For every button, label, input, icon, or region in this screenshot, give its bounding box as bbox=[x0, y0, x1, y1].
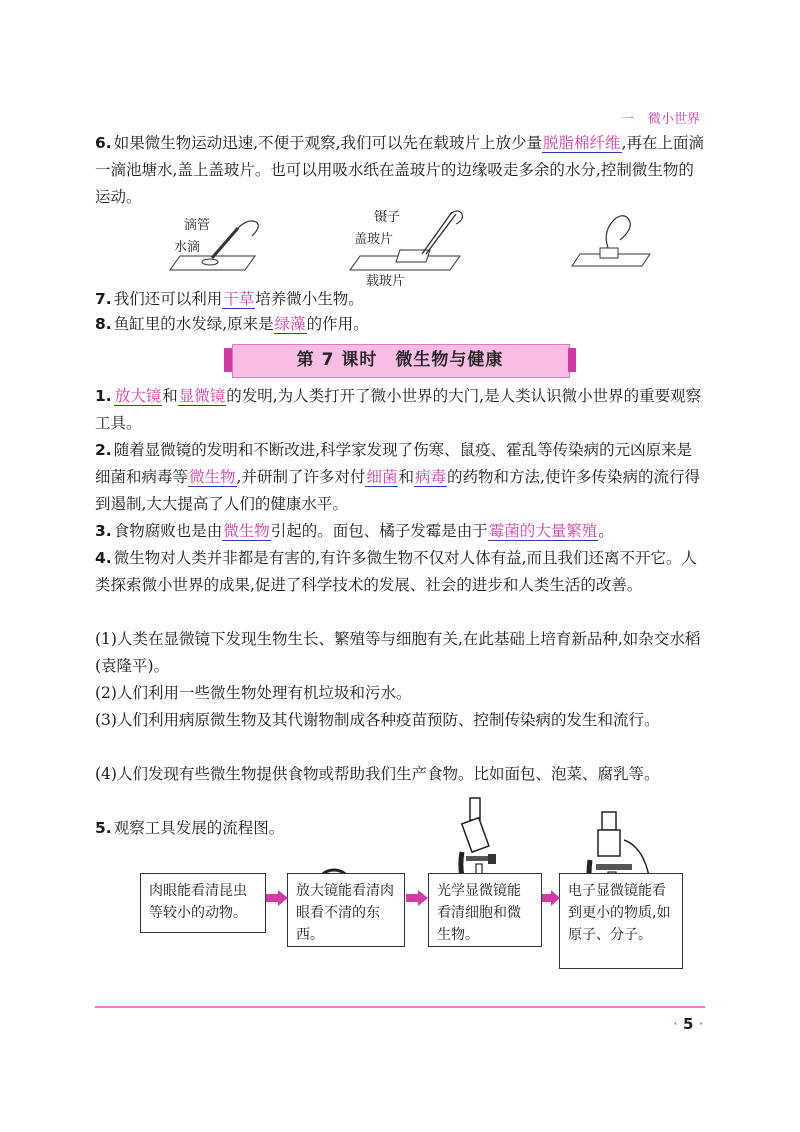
lesson-title-bar bbox=[224, 344, 576, 376]
footer-rule bbox=[95, 1006, 705, 1008]
lesson-item-1 bbox=[95, 383, 705, 437]
page-dot-left: · bbox=[673, 1015, 678, 1033]
flow-arrow-1 bbox=[266, 890, 288, 906]
lesson-item-4 bbox=[95, 545, 705, 599]
page-number-text: 5 bbox=[683, 1015, 694, 1033]
item-number: 6. bbox=[95, 134, 112, 152]
label-dropper: 滴管 bbox=[184, 218, 211, 233]
page-number bbox=[673, 1015, 703, 1033]
answer-text: 显微镜 bbox=[178, 387, 226, 405]
item-text: 。 bbox=[598, 522, 614, 540]
label-slide: 载玻片 bbox=[366, 274, 406, 289]
answer-text: 干草 bbox=[223, 290, 255, 308]
item-number: 1. bbox=[95, 387, 112, 405]
item-6 bbox=[95, 130, 705, 211]
item-number: 2. bbox=[95, 441, 112, 459]
item-7 bbox=[95, 286, 705, 313]
lesson-item-4-sub-1: (1)人类在显微镜下发现生物生长、繁殖等与细胞有关,在此基础上培育新品种,如杂交水稻(袁隆平)。 bbox=[95, 630, 701, 675]
label-water-drop: 水滴 bbox=[174, 240, 201, 255]
answer-text: 放大镜 bbox=[114, 387, 162, 405]
item-text: 和 bbox=[162, 387, 178, 405]
answer-text: 绿藻 bbox=[274, 315, 306, 333]
item-text: 的作用。 bbox=[306, 315, 369, 333]
flow-arrow-2 bbox=[406, 890, 428, 906]
item-number: 7. bbox=[95, 290, 112, 308]
item-text: 如果微生物运动迅速,不便于观察,我们可以先在载玻片上放少量 bbox=[113, 134, 543, 152]
flow-box-light-microscope: 光学显微镜能看清细胞和微生物。 bbox=[428, 873, 542, 947]
answer-text: 脱脂棉纤维 bbox=[543, 134, 621, 152]
item-text: 随着显微镜的发明和不断改进,科学家发现了伤寒、鼠疫、霍乱等传染病的元凶原来是细菌和病毒等 bbox=[95, 441, 693, 486]
lesson-item-4-sub-2: (2)人们利用一些微生物处理有机垃圾和污水。 bbox=[95, 684, 412, 702]
slide-preparation-figure bbox=[160, 206, 660, 289]
lesson-item-4-sub-4: (4)人们发现有些微生物提供食物或帮助我们生产食物。比如面包、泡菜、腐乳等。 bbox=[95, 765, 660, 783]
lesson-item-3 bbox=[95, 518, 705, 545]
flow-box-electron-microscope: 电子显微镜能看到更小的物质,如原子、分子。 bbox=[559, 873, 683, 969]
item-text: 我们还可以利用 bbox=[113, 290, 223, 308]
label-tweezers: 镊子 bbox=[374, 210, 401, 225]
item-number: 5. bbox=[95, 819, 112, 837]
item-text: 食物腐败也是由 bbox=[113, 522, 223, 540]
item-text: ,再在上面滴一滴池塘水,盖上盖玻片。也可以用吸水纸在盖玻片的边缘吸走多余的水分,控制微生物的运动。 bbox=[95, 134, 704, 206]
item-number: 8. bbox=[95, 315, 112, 333]
title-bar-cap-right bbox=[568, 348, 576, 372]
item-text: ,并研制了许多对付 bbox=[236, 468, 366, 486]
label-cover-slip: 盖玻片 bbox=[354, 232, 394, 247]
flow-arrow-3 bbox=[542, 890, 560, 906]
answer-text: 病毒 bbox=[415, 468, 447, 486]
answer-text: 细菌 bbox=[366, 468, 398, 486]
item-text: 鱼缸里的水发绿,原来是 bbox=[113, 315, 274, 333]
item-number: 4. bbox=[95, 549, 112, 567]
header-dash: 一 bbox=[620, 112, 634, 127]
item-text: 观察工具发展的流程图。 bbox=[113, 819, 285, 837]
item-text: 引起的。面包、橘子发霉是由于 bbox=[270, 522, 488, 540]
slide-preparation-drawing bbox=[160, 206, 660, 286]
item-text: 的药物和方法,使许多传染病的流行得到遏制,大大提高了人们的健康水平。 bbox=[95, 468, 700, 513]
lesson-item-2 bbox=[95, 437, 705, 518]
answer-text: 微生物 bbox=[189, 468, 236, 486]
answer-text: 霉菌的大量繁殖 bbox=[488, 522, 598, 540]
page-dot-right: · bbox=[698, 1015, 704, 1033]
flow-box-magnifier: 放大镜能看清肉眼看不清的东西。 bbox=[287, 873, 405, 947]
title-bar-cap-left bbox=[224, 348, 232, 372]
running-header bbox=[621, 108, 700, 127]
item-8 bbox=[95, 311, 705, 338]
answer-text: 微生物 bbox=[223, 522, 270, 540]
lesson-item-4-sub-3: (3)人们利用病原微生物及其代谢物制成各种疫苗预防、控制传染病的发生和流行。 bbox=[95, 711, 660, 729]
lesson-title: 第 7 课时 微生物与健康 bbox=[296, 350, 504, 370]
item-text: 微生物对人类并非都是有害的,有许多微生物不仅对人体有益,而且我们还离不开它。人类探索微小世界的成果,促进了科学技术的发展、社会的进步和人类生活的改善。 bbox=[95, 549, 698, 594]
item-text: 和 bbox=[398, 468, 414, 486]
item-text: 培养微小生物。 bbox=[255, 290, 364, 308]
flow-box-eye: 肉眼能看清昆虫等较小的动物。 bbox=[140, 873, 266, 933]
header-section: 微小世界 bbox=[647, 112, 700, 127]
item-text: 的发明,为人类打开了微小世界的大门,是人类认识微小世界的重要观察工具。 bbox=[95, 387, 702, 432]
item-number: 3. bbox=[95, 522, 112, 540]
